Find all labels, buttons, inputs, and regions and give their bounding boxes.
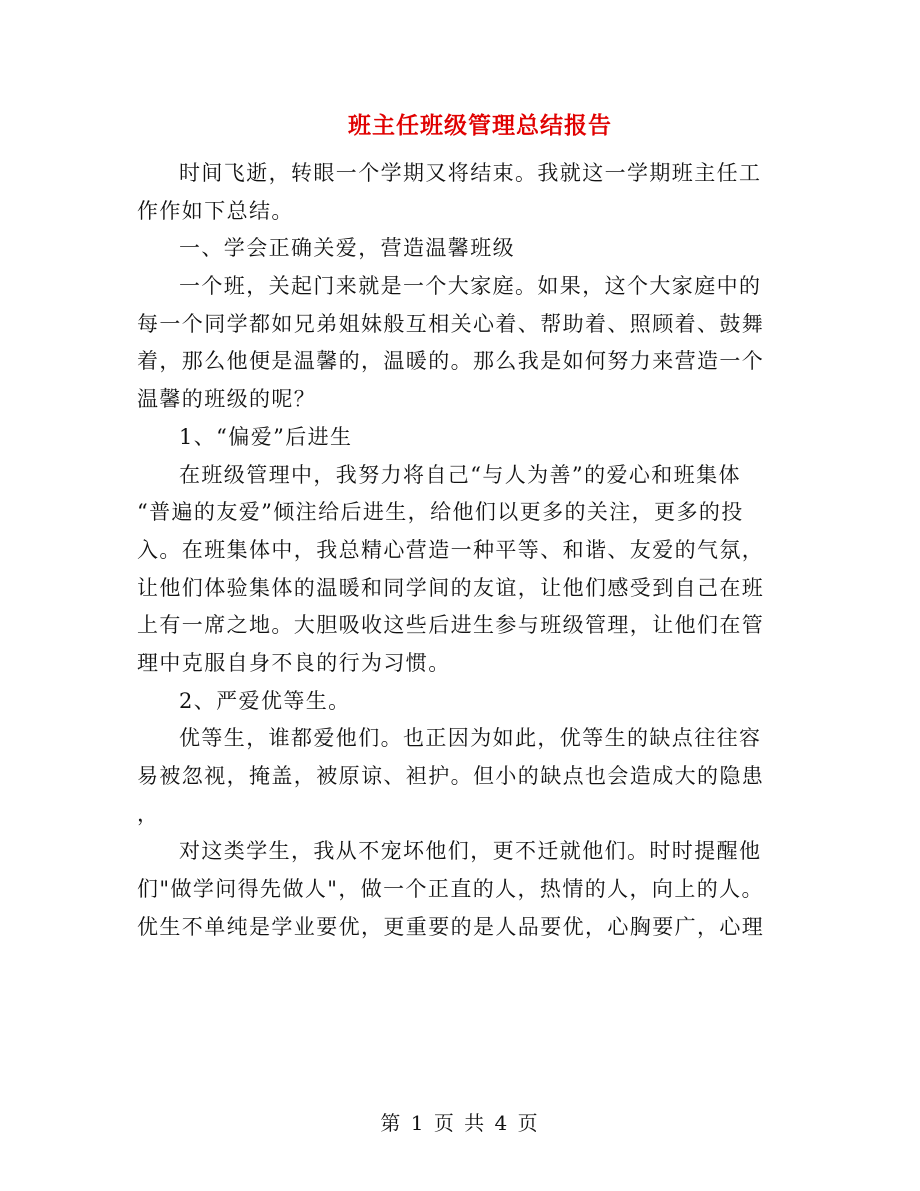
paragraph-line: 理中克服自身不良的行为习惯。 xyxy=(137,650,451,675)
paragraph-line: 一个班，关起门来就是一个大家庭。如果，这个大家庭中的 xyxy=(179,274,762,299)
paragraph-line: 温馨的班级的呢？ xyxy=(137,387,317,412)
paragraph-line: 易被忽视，掩盖，被原谅、袒护。但小的缺点也会造成大的隐患 xyxy=(137,764,765,788)
page-number: 第 1 页 共 4 页 xyxy=(380,1111,540,1135)
subsection-heading: 2、严爱优等生。 xyxy=(179,688,351,713)
paragraph-line: 着，那么他便是温馨的，温暖的。那么我是如何努力来营造一个 xyxy=(137,349,765,374)
paragraph-line: “普遍的友爱”倾注给后进生，给他们以更多的关注，更多的投 xyxy=(137,500,744,525)
document-body xyxy=(137,155,787,946)
paragraph-line: ， xyxy=(137,801,160,826)
paragraph-line: 在班级管理中，我努力将自己“与人为善”的爱心和班集体 xyxy=(179,462,741,487)
paragraph-line: 上有一席之地。大胆吸收这些后进生参与班级管理，让他们在管 xyxy=(137,613,765,638)
paragraph-line: 每一个同学都如兄弟姐妹般互相关心着、帮助着、照顾着、鼓舞 xyxy=(137,311,765,336)
paragraph-line: 优生不单纯是学业要优，更重要的是人品要优，心胸要广，心理 xyxy=(137,914,765,939)
paragraph-line: 作作如下总结。 xyxy=(137,198,294,223)
paragraph-line: 时间飞逝，转眼一个学期又将结束。我就这一学期班主任工 xyxy=(179,161,762,185)
paragraph-line: 对这类学生，我从不宠坏他们，更不迁就他们。时时提醒他 xyxy=(179,839,762,864)
section-heading: 一、学会正确关爱，营造温馨班级 xyxy=(179,236,515,261)
paragraph-line: 让他们体验集体的温暖和同学间的友谊，让他们感受到自己在班 xyxy=(137,575,765,600)
paragraph-line: 入。在班集体中，我总精心营造一种平等、和谐、友爱的气氛， xyxy=(137,537,765,562)
paragraph-line: 优等生，谁都爱他们。也正因为如此，优等生的缺点往往容 xyxy=(179,726,762,751)
subsection-heading: 1、“偏爱”后进生 xyxy=(179,424,353,449)
paragraph-line: 们"做学问得先做人"，做一个正直的人，热情的人，向上的人。 xyxy=(137,877,764,902)
document-title: 班主任班级管理总结报告 xyxy=(348,112,612,139)
